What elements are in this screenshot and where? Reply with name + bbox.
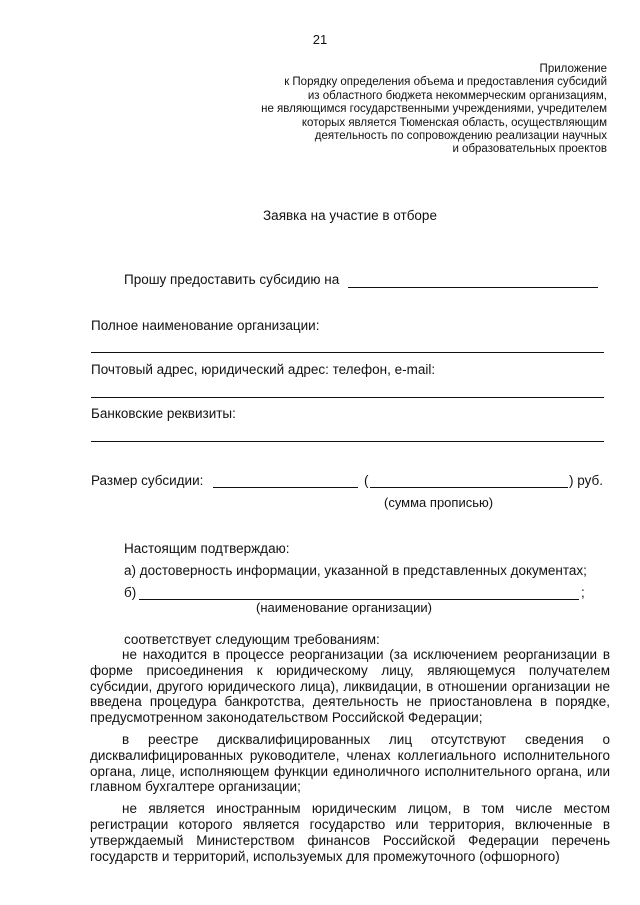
bank-details-field[interactable]	[91, 441, 604, 442]
appendix-line: и образовательных проектов	[452, 143, 607, 156]
appendix-line: деятельность по сопровождению реализации научных	[314, 130, 607, 143]
org-name-field[interactable]	[91, 352, 604, 353]
subsidy-amount-field[interactable]	[213, 487, 358, 488]
form-title: Заявка на участие в отборе	[263, 208, 437, 223]
appendix-header	[261, 63, 607, 157]
bank-label: Банковские реквизиты:	[91, 406, 236, 421]
address-field[interactable]	[91, 397, 604, 398]
requirement-paragraph: в реестре дисквалифицированных лиц отсутствуют сведения о дисквалифицированных руководителе, членах коллегиального исполнительного органа, лице, исполняющем функции единоличного исполнительного органа, или главном бухгалтере организации;	[90, 731, 610, 795]
confirm-label: Настоящим подтверждаю:	[124, 541, 290, 556]
request-label: Прошу предоставить субсидию на	[124, 272, 340, 287]
subsidy-amount-label: Размер субсидии:	[91, 473, 204, 488]
appendix-line: которых является Тюменская область, осуществляющим	[301, 116, 607, 129]
address-label: Почтовый адрес, юридический адрес: телефон, e-mail:	[91, 362, 436, 377]
appendix-line: Приложение	[539, 63, 607, 75]
org-name-label: Полное наименование организации:	[91, 318, 320, 333]
appendix-line: не являющимся государственными учреждениями, учредителем	[261, 103, 607, 116]
page-number: 21	[312, 32, 328, 47]
org-name-caption: (наименование организации)	[256, 600, 432, 615]
amount-words-caption: (сумма прописью)	[384, 495, 494, 510]
appendix-line: из областного бюджета некоммерческим организациям,	[307, 89, 607, 102]
requirements-intro: соответствует следующим требованиям:	[124, 632, 380, 647]
currency-label: ) руб.	[569, 473, 603, 488]
paren-open: (	[364, 473, 369, 488]
item-b-suffix: ;	[581, 585, 585, 600]
item-b-prefix: б)	[124, 585, 137, 600]
requirement-paragraph: не находится в процессе реорганизации (за исключением реорганизации в форме присоединения к юридическому лицу, являющемуся получателем субсидии, другого юридического лица), ликвидации, в отношении организации не введена процедура банкротства, деятельность не приостановлена в порядке, предусмотренном законодательством Российской Федерации;	[90, 647, 610, 726]
appendix-line: к Порядку определения объема и предоставления субсидий	[284, 76, 607, 89]
requirements-list	[90, 647, 610, 864]
requirement-paragraph: не является иностранным юридическим лицом, в том числе местом регистрации которого является государство или территория, включенные в утверждаемый Министерством финансов Российской Федерации перечень государств и территорий, используемых для промежуточного (офшорного)	[90, 801, 610, 864]
subsidy-purpose-field[interactable]	[348, 287, 598, 288]
subsidy-amount-words-field[interactable]	[370, 487, 568, 488]
item-a: а) достоверность информации, указанной в представленных документах;	[124, 563, 587, 578]
